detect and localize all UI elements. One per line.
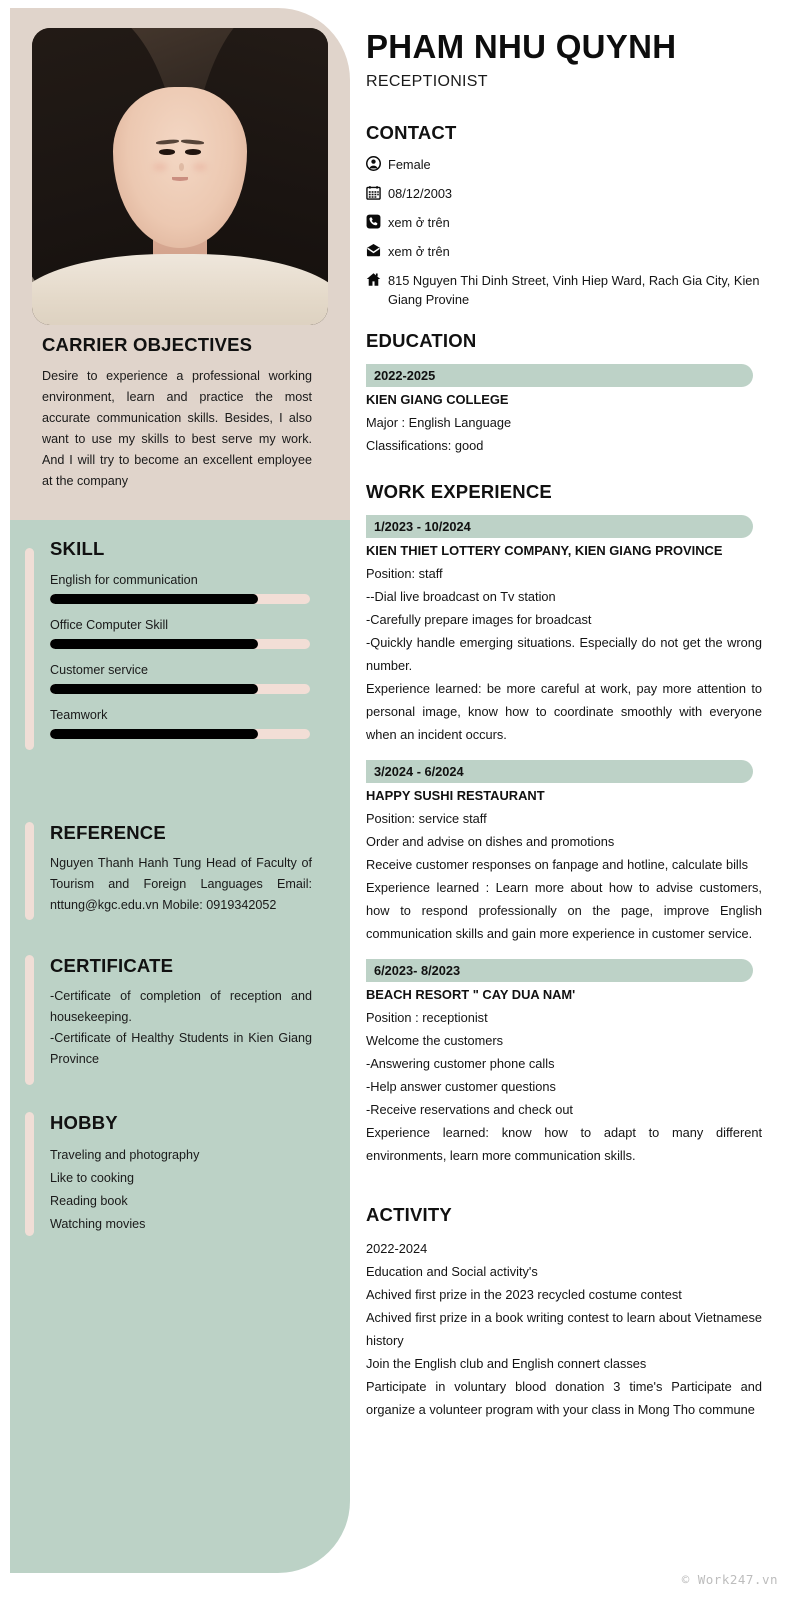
work-line: -Receive reservations and check out xyxy=(366,1102,573,1117)
skill-track xyxy=(50,684,310,694)
work-entry xyxy=(366,760,762,945)
certificate-line: -Certificate of completion of reception and housekeeping. xyxy=(50,989,312,1024)
contact-row xyxy=(366,184,762,203)
work-period: 1/2023 - 10/2024 xyxy=(366,515,753,538)
skill-label: English for communication xyxy=(50,573,198,587)
work-line: -Help answer customer questions xyxy=(366,1079,556,1094)
skill-item xyxy=(50,573,310,604)
activity-line: Achived first prize in the 2023 recycled costume contest xyxy=(366,1287,682,1302)
work-entry xyxy=(366,959,762,1167)
education-line: Major : English Language xyxy=(366,415,512,430)
objectives-text: Desire to experience a professional working environment, learn and practice the most accurate communication skills. Besides, I also want to use my skills to best serve my work. And I will try to become an excellent employee at the company xyxy=(42,369,312,488)
work-org: BEACH RESORT " CAY DUA NAM' xyxy=(366,987,576,1002)
photo-nose xyxy=(179,163,184,171)
work-line: Experience learned: be more careful at work, pay more attention to personal image, know how to coordinate smoothly with everyone when an incident occurs. xyxy=(366,681,762,742)
certificate-accent-bar xyxy=(25,955,34,1085)
work-period: 3/2024 - 6/2024 xyxy=(366,760,753,783)
work-org: HAPPY SUSHI RESTAURANT xyxy=(366,788,545,803)
contact-value: 815 Nguyen Thi Dinh Street, Vinh Hiep Ward, Rach Gia City, Kien Giang Provine xyxy=(388,273,760,307)
activity-line: Education and Social activity's xyxy=(366,1264,538,1279)
hobby-item: Reading book xyxy=(50,1194,128,1208)
phone-icon xyxy=(366,213,388,229)
work-section xyxy=(366,481,762,1167)
profile-photo xyxy=(32,28,328,325)
candidate-role: RECEPTIONIST xyxy=(366,73,488,90)
certificate-list xyxy=(50,986,312,1070)
work-line: Experience learned : Learn more about how to advise customers, how to respond professionally on the page, improve English communication skills and gain more experience in customer service. xyxy=(366,880,762,941)
skill-label: Teamwork xyxy=(50,708,108,722)
certificate-line: -Certificate of Healthy Students in Kien Giang Province xyxy=(50,1031,312,1066)
contact-section xyxy=(366,122,762,309)
work-title: WORK EXPERIENCE xyxy=(366,481,552,502)
contact-row xyxy=(366,242,762,261)
person-icon xyxy=(366,155,388,171)
work-line: -Answering customer phone calls xyxy=(366,1056,555,1071)
skill-fill xyxy=(50,684,258,694)
photo-eye-right xyxy=(185,149,201,154)
education-title: EDUCATION xyxy=(366,330,477,351)
hobby-item: Traveling and photography xyxy=(50,1148,200,1162)
photo-eye-left xyxy=(159,149,175,154)
education-section xyxy=(366,330,762,457)
skill-label: Office Computer Skill xyxy=(50,618,169,632)
hobby-title: HOBBY xyxy=(50,1112,118,1133)
work-org: KIEN THIET LOTTERY COMPANY, KIEN GIANG PROVINCE xyxy=(366,543,723,558)
work-line: Position : receptionist xyxy=(366,1010,488,1025)
hobby-list xyxy=(50,1144,312,1236)
activity-title: ACTIVITY xyxy=(366,1204,452,1225)
home-icon xyxy=(366,271,388,287)
skill-item xyxy=(50,708,310,739)
contact-row xyxy=(366,271,762,309)
certificate-section xyxy=(50,955,312,1070)
skill-label: Customer service xyxy=(50,663,148,677)
calendar-icon xyxy=(366,184,388,200)
contact-row xyxy=(366,213,762,232)
objectives-section xyxy=(42,334,312,492)
reference-section xyxy=(50,822,312,916)
objectives-title: CARRIER OBJECTIVES xyxy=(42,334,253,355)
contact-row xyxy=(366,155,762,174)
contact-title: CONTACT xyxy=(366,122,457,143)
skill-accent-bar xyxy=(25,548,34,750)
skill-track xyxy=(50,639,310,649)
skill-fill xyxy=(50,639,258,649)
hobby-item: Watching movies xyxy=(50,1217,146,1231)
reference-accent-bar xyxy=(25,822,34,920)
skill-track xyxy=(50,594,310,604)
skill-section xyxy=(50,538,310,753)
activity-line: Achived first prize in a book writing contest to learn about Vietnamese history xyxy=(366,1310,762,1348)
education-period: 2022-2025 xyxy=(366,364,753,387)
photo-eyebrow-left xyxy=(156,139,179,145)
work-line: Experience learned: know how to adapt to many different environments, learn more communication skills. xyxy=(366,1125,762,1163)
envelope-icon xyxy=(366,242,388,258)
contact-list xyxy=(366,155,762,309)
work-line: --Dial live broadcast on Tv station xyxy=(366,589,556,604)
work-line: Welcome the customers xyxy=(366,1033,504,1048)
education-school: KIEN GIANG COLLEGE xyxy=(366,392,509,407)
skill-track xyxy=(50,729,310,739)
skill-title: SKILL xyxy=(50,538,105,559)
education-entry xyxy=(366,364,762,457)
contact-value: xem ở trên xyxy=(388,244,450,259)
hobby-accent-bar xyxy=(25,1112,34,1236)
skill-item xyxy=(50,663,310,694)
work-line: Position: staff xyxy=(366,566,443,581)
skill-item xyxy=(50,618,310,649)
activity-line: 2022-2024 xyxy=(366,1241,428,1256)
work-entry xyxy=(366,515,762,746)
reference-text: Nguyen Thanh Hanh Tung Head of Faculty of Tourism and Foreign Languages Email: nttung@kgc.edu.vn Mobile: 0919342052 xyxy=(50,856,312,912)
photo-cheek-right xyxy=(193,163,206,171)
work-line: -Carefully prepare images for broadcast xyxy=(366,612,592,627)
education-line: Classifications: good xyxy=(366,438,484,453)
activity-line: Participate in voluntary blood donation 3 time's Participate and organize a volunteer program with your class in Mong Tho commune xyxy=(366,1379,762,1417)
reference-title: REFERENCE xyxy=(50,822,166,843)
contact-value: Female xyxy=(388,157,431,172)
work-line: -Quickly handle emerging situations. Especially do not get the wrong number. xyxy=(366,635,762,673)
certificate-title: CERTIFICATE xyxy=(50,955,174,976)
skill-fill xyxy=(50,594,258,604)
contact-value: 08/12/2003 xyxy=(388,186,453,201)
activity-line: Join the English club and English connert classes xyxy=(366,1356,647,1371)
work-line: Order and advise on dishes and promotions xyxy=(366,834,615,849)
hobby-item: Like to cooking xyxy=(50,1171,135,1185)
work-line: Receive customer responses on fanpage and hotline, calculate bills xyxy=(366,857,749,872)
work-line: Position: service staff xyxy=(366,811,487,826)
activity-list xyxy=(366,1237,762,1421)
hobby-section xyxy=(50,1112,312,1236)
photo-cheek-left xyxy=(153,163,166,171)
candidate-name: PHAM NHU QUYNH xyxy=(366,28,677,65)
photo-eyebrow-right xyxy=(181,139,204,145)
work-period: 6/2023- 8/2023 xyxy=(366,959,753,982)
main-column xyxy=(366,26,762,1421)
photo-mouth xyxy=(172,177,188,181)
photo-sweater xyxy=(32,254,328,325)
skill-list xyxy=(50,573,310,739)
contact-value: xem ở trên xyxy=(388,215,450,230)
footer-watermark: © Work247.vn xyxy=(681,1572,778,1587)
activity-section xyxy=(366,1204,762,1421)
skill-fill xyxy=(50,729,258,739)
